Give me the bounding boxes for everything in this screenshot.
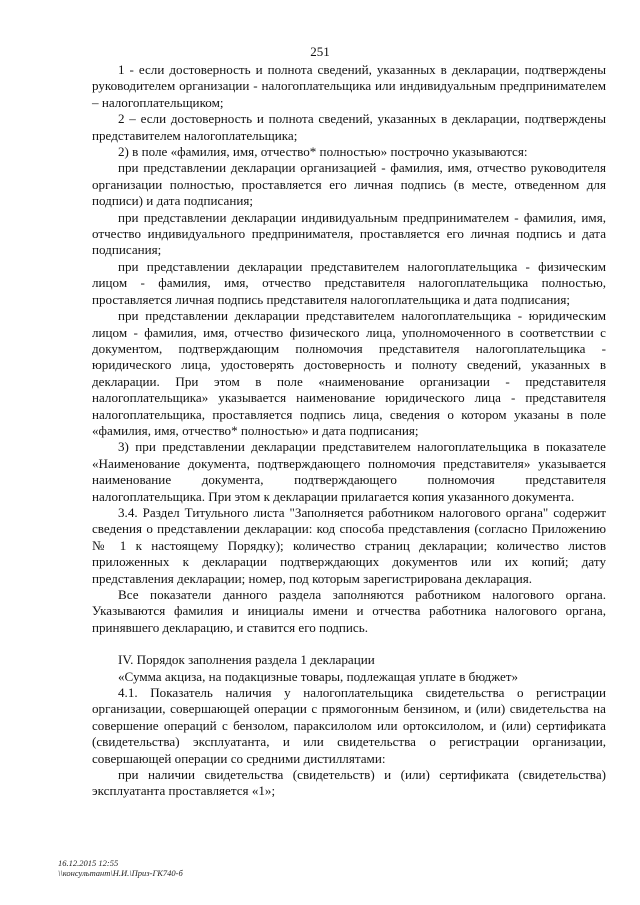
- paragraph: 3.4. Раздел Титульного листа "Заполняется работником налогового органа" содержит сведения о представлении декларации: код способа представления (согласно Приложению № 1 к настоящему Порядку); количество страниц декларации; количество листов приложенных к декларации подтверждающих документов или их копий; дату представления декларации; номер, под которым зарегистрирована декларация.: [92, 504, 606, 586]
- paragraph: 3) при представлении декларации представителем налогоплательщика в показателе «Наименование документа, подтверждающего полномочия представителя» указывается наименование документа, подтверждающего полномочия представителя налогоплательщика. При этом к декларации прилагается копия указанного документа.: [92, 439, 606, 504]
- paragraph: 2) в поле «фамилия, имя, отчество* полностью» построчно указываются:: [118, 144, 528, 160]
- paragraph: при наличии свидетельства (свидетельств) и (или) сертификата (свидетельства) эксплуатанта проставляется «1»;: [92, 767, 606, 799]
- paragraph: при представлении декларации организацией - фамилия, имя, отчество руководителя организации полностью, проставляется его личная подпись (в месте, отведенном для подписи) и дата подписания;: [92, 160, 606, 209]
- paragraph: 1 - если достоверность и полнота сведений, указанных в декларации, подтверждены руководителем организации - налогоплательщика или индивидуальным предпринимателем – налогоплательщиком;: [92, 62, 606, 110]
- paragraph: при представлении декларации представителем налогоплательщика - юридическим лицом - фамилия, имя, отчество физического лица, уполномоченного в соответствии с документом, подтверждающим полномочия представителя налогоплательщика - юридического лица, удостоверять достоверность и полноту сведений, указанных в декларации. При этом в поле «наименование организации - представителя налогоплательщика» указывается наименование юридического лица - представителя налогоплательщика, проставляется подпись лица, сведения о котором указаны в поле «фамилия, имя, отчество* полностью» и дата подписания;: [92, 308, 606, 438]
- page-number: 251: [310, 44, 330, 59]
- paragraph: 4.1. Показатель наличия у налогоплательщика свидетельства о регистрации организации, совершающей операции с прямогонным бензином, и (или) свидетельства на совершение операций с бензолом, параксилолом или ортоксилолом, и (или) сертификата (свидетельства) эксплуатанта, и или свидетельства о регистрации организации, совершающей операции со средними дистиллятами:: [92, 685, 606, 766]
- paragraph: при представлении декларации представителем налогоплательщика - физическим лицом - фамилия, имя, отчество представителя налогоплательщика полностью, проставляется личная подпись представителя налогоплательщика и дата подписания;: [92, 258, 606, 307]
- paragraph: Все показатели данного раздела заполняются работником налогового органа. Указываются фамилия и инициалы имени и отчества работника налогового органа, принявшего декларацию, и ставится его подпись.: [92, 587, 606, 635]
- section-title: IV. Порядок заполнения раздела 1 декларации: [118, 652, 375, 668]
- document-body: [92, 62, 606, 800]
- section-subtitle: «Сумма акциза, на подакцизные товары, подлежащая уплате в бюджет»: [118, 668, 519, 684]
- footer-file-path: \\консультант\Н.И.\Приз-ГК740-б: [58, 868, 183, 878]
- paragraph: 2 – если достоверность и полнота сведений, указанных в декларации, подтверждены представителем налогоплательщика;: [92, 111, 606, 143]
- footer-timestamp: 16.12.2015 12:55: [58, 858, 119, 868]
- paragraph: при представлении декларации индивидуальным предпринимателем - фамилия, имя, отчество индивидуального предпринимателя, проставляется его личная подпись и дата подписания;: [92, 209, 606, 258]
- footer-stamp: [58, 858, 183, 878]
